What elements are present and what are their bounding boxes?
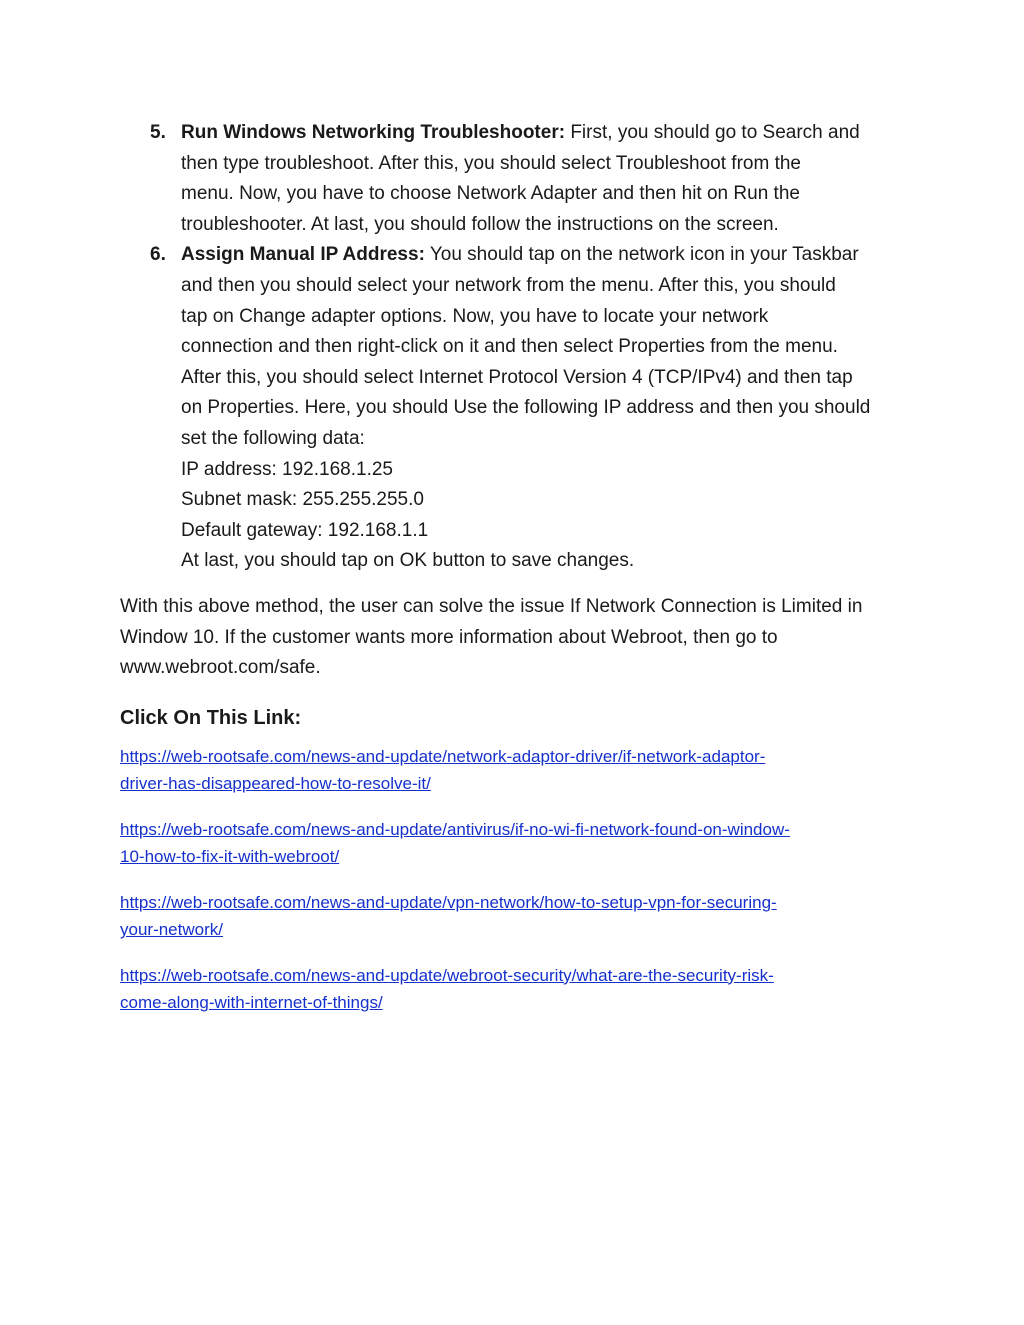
step-number: 6. — [150, 244, 166, 266]
subnet-mask-line: Subnet mask: 255.255.255.0 — [181, 489, 424, 511]
link-text-line: https://web-rootsafe.com/news-and-update/vpn-network/how-to-setup-vpn-for-securing- — [120, 892, 777, 912]
step-title: Assign Manual IP Address: — [181, 244, 425, 266]
link-network-adaptor-driver[interactable] — [120, 743, 910, 798]
summary-paragraph — [120, 592, 910, 684]
step-title: Run Windows Networking Troubleshooter: — [181, 122, 566, 143]
paragraph-line: www.webroot.com/safe. — [120, 657, 321, 679]
link-text-line: https://web-rootsafe.com/news-and-update/antivirus/if-no-wi-fi-network-found-on-window- — [120, 819, 790, 839]
step-text-line: After this, you should select Internet Protocol Version 4 (TCP/IPv4) and then tap — [181, 366, 853, 388]
links-list — [120, 743, 910, 1017]
step-text-line: set the following data: — [181, 427, 365, 449]
link-text-line: https://web-rootsafe.com/news-and-update/webroot-security/what-are-the-security-risk- — [120, 965, 774, 985]
link-setup-vpn[interactable] — [120, 889, 910, 944]
paragraph-line: With this above method, the user can solve the issue If Network Connection is Limited in — [120, 595, 863, 617]
step-text-line: on Properties. Here, you should Use the following IP address and then you should — [181, 397, 871, 419]
step-text-line: troubleshooter. At last, you should follow the instructions on the screen. — [181, 213, 779, 235]
link-text-line: your-network/ — [120, 920, 223, 940]
step-number: 5. — [150, 122, 166, 143]
step-text-line: then type troubleshoot. After this, you should select Troubleshoot from the — [181, 152, 801, 174]
link-text-line: https://web-rootsafe.com/news-and-update/network-adaptor-driver/if-network-adaptor- — [120, 746, 766, 766]
step-text-line: At last, you should tap on OK button to save changes. — [181, 550, 635, 572]
step-text-line: menu. Now, you have to choose Network Adapter and then hit on Run the — [181, 183, 800, 205]
link-security-risk-iot[interactable] — [120, 962, 910, 1017]
step-text-line: connection and then right-click on it and then select Properties from the menu. — [181, 336, 838, 358]
link-text-line: come-along-with-internet-of-things/ — [120, 993, 383, 1013]
step-item — [120, 118, 910, 240]
step-text-line: and then you should select your network from the menu. After this, you should — [181, 274, 836, 296]
link-text-line: 10-how-to-fix-it-with-webroot/ — [120, 847, 340, 867]
step-text-line: tap on Change adapter options. Now, you have to locate your network — [181, 305, 769, 327]
step-text-line: You should tap on the network icon in your Taskbar — [424, 244, 859, 266]
paragraph-line: Window 10. If the customer wants more information about Webroot, then go to — [120, 626, 778, 648]
ip-address-line: IP address: 192.168.1.25 — [181, 458, 393, 480]
links-heading: Click On This Link: — [120, 706, 302, 729]
step-item — [120, 240, 910, 577]
steps-list — [120, 118, 910, 577]
default-gateway-line: Default gateway: 192.168.1.1 — [181, 519, 429, 541]
link-no-wifi-network[interactable] — [120, 816, 910, 871]
link-text-line: driver-has-disappeared-how-to-resolve-it/ — [120, 774, 431, 794]
step-text-line: First, you should go to Search and — [565, 122, 860, 143]
document-page — [120, 118, 910, 1035]
